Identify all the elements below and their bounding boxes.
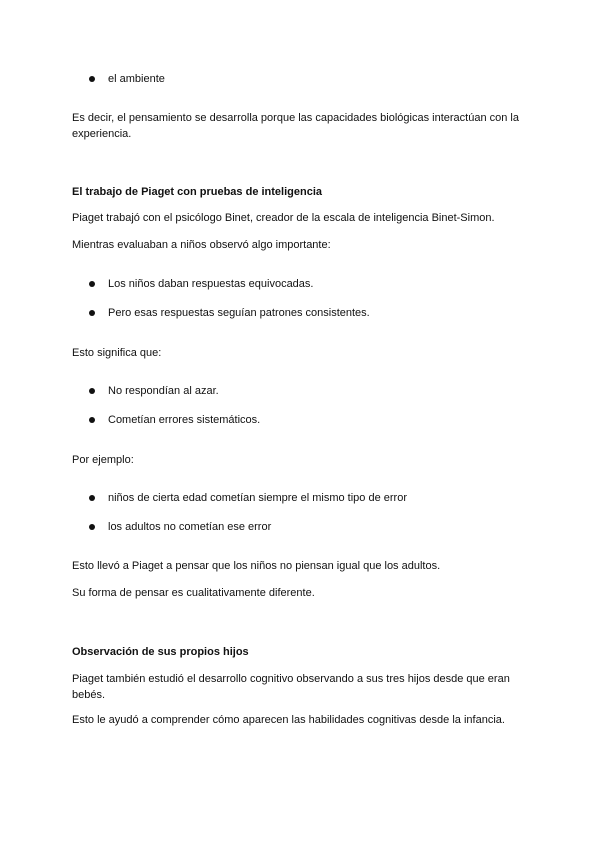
list-item-text: los adultos no cometían ese error xyxy=(108,521,272,533)
list-item-text: Los niños daban respuestas equivocadas. xyxy=(108,278,314,290)
list-item-text: Pero esas respuestas seguían patrones consistentes. xyxy=(108,307,370,319)
bullet-dot xyxy=(89,281,95,287)
paragraph: Esto significa que: xyxy=(72,347,162,359)
bullet-dot xyxy=(89,310,95,316)
list-item-text: niños de cierta edad cometían siempre el mismo tipo de error xyxy=(108,492,407,504)
bullet-dot xyxy=(89,417,95,423)
section-heading: Observación de sus propios hijos xyxy=(72,646,249,658)
bullet-dot xyxy=(89,76,95,82)
paragraph: Piaget trabajó con el psicólogo Binet, creador de la escala de inteligencia Binet-Simon. xyxy=(72,212,495,224)
list-item-text: No respondían al azar. xyxy=(108,385,219,397)
paragraph: Esto le ayudó a comprender cómo aparecen las habilidades cognitivas desde la infancia. xyxy=(72,714,505,726)
paragraph: Es decir, el pensamiento se desarrolla porque las capacidades biológicas interactúan con la experiencia. xyxy=(72,112,519,140)
paragraph: Esto llevó a Piaget a pensar que los niños no piensan igual que los adultos. xyxy=(72,560,441,572)
bullet-dot xyxy=(89,495,95,501)
paragraph: Por ejemplo: xyxy=(72,454,134,466)
list-item-text: Cometían errores sistemáticos. xyxy=(108,414,261,426)
bullet-dot xyxy=(89,388,95,394)
section-heading: El trabajo de Piaget con pruebas de inteligencia xyxy=(72,186,323,198)
paragraph: Su forma de pensar es cualitativamente diferente. xyxy=(72,587,315,599)
bullet-dot xyxy=(89,524,95,530)
list-item-text: el ambiente xyxy=(108,73,165,85)
paragraph: Mientras evaluaban a niños observó algo importante: xyxy=(72,239,331,251)
paragraph: Piaget también estudió el desarrollo cognitivo observando a sus tres hijos desde que eran bebés. xyxy=(72,673,510,701)
